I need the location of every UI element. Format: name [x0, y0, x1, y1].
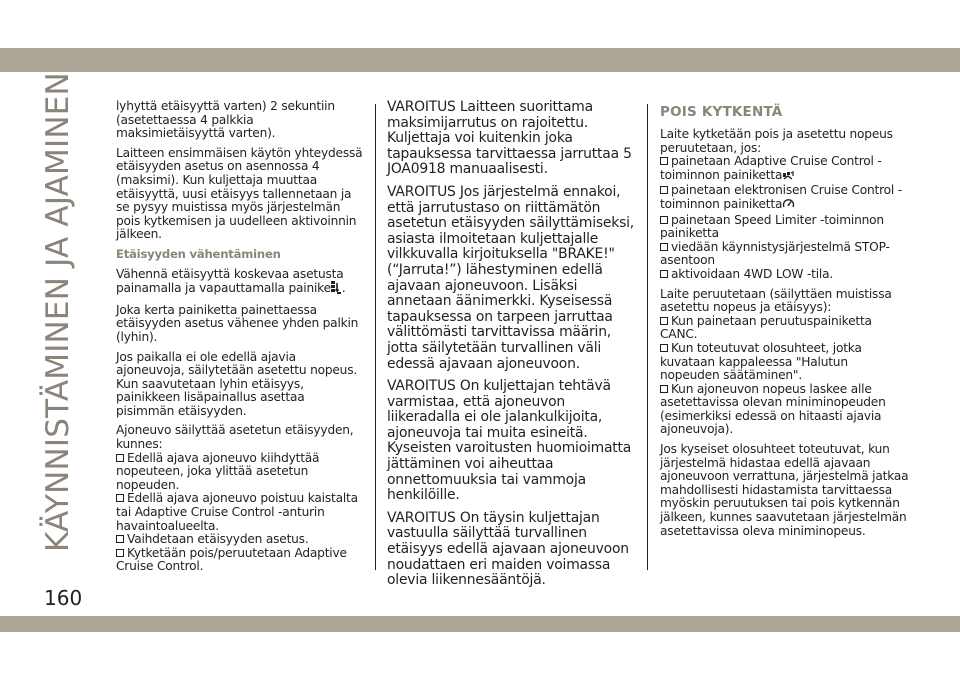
- checkbox-bullet-icon: [660, 243, 668, 251]
- checkbox-bullet-icon: [116, 494, 124, 502]
- paragraph: Ajoneuvo säilyttää asetetun etäisyyden, kunnes:: [116, 423, 354, 452]
- checkbox-bullet-icon: [116, 454, 124, 462]
- column-divider: [375, 104, 376, 570]
- list-item: Kun ajoneuvon nopeus laskee alle asetettavissa olevan miniminopeuden (esimerkiksi edessä on hitaasti ajavia ajoneuvoja).: [660, 381, 886, 437]
- checkbox-bullet-icon: [660, 216, 668, 224]
- condition-list: [116, 452, 366, 574]
- paragraph: Laite kytketään pois ja asetettu nopeus peruutetaan, jos:: [660, 127, 893, 155]
- chapter-side-title: KÄYNNISTÄMINEN JA AJAMINEN: [40, 72, 76, 552]
- paragraph-text: Vähennä etäisyyttä koskevaa asetusta painamalla ja vapauttamalla painike: [116, 266, 344, 296]
- list-item: Kun toteutuvat olosuhteet, jotka kuvataan kappaleessa "Halutun nopeuden säätäminen".: [660, 340, 862, 383]
- paragraph: Laitteen ensimmäisen käytön yhteydessä etäisyyden asetus on asennossa 4 (maksimi). Kun kuljettaja muuttaa etäisyyttä, uusi etäisyys tallennetaan ja se pysyy muistissa myös järjestelmän pois kytkemisen ja uudelleen aktivoinnin jälkeen.: [116, 145, 363, 242]
- adaptive-cruise-icon: [782, 171, 794, 185]
- warning-paragraph: VAROITUS Laitteen suorittama maksimijarrutus on rajoitettu. Kuljettaja voi kuitenkin joka tapauksessa tarvittaessa jarruttaa 5 JOA0918 manuaalisesti.: [387, 99, 632, 178]
- top-band: [0, 48, 960, 72]
- checkbox-bullet-icon: [660, 344, 668, 352]
- warning-paragraph: VAROITUS On kuljettajan tehtävä varmistaa, että ajoneuvon liikeradalla ei ole jalankulkijoita, ajoneuvoja tai muita esineitä. Kyseisten varoitusten huomioimatta jättäminen voi aiheuttaa onnettomuuksia tai vammoja henkilöille.: [387, 378, 632, 504]
- list-item: Kun painetaan peruutuspainiketta CANC.: [660, 313, 872, 342]
- checkbox-bullet-icon: [660, 186, 668, 194]
- disengage-list: [660, 155, 910, 281]
- column-middle: [387, 100, 637, 596]
- paragraph: Vähennä etäisyyttä koskevaa asetusta painamalla ja vapauttamalla painike .: [116, 268, 366, 298]
- column-right: [660, 128, 910, 544]
- page-number: 160: [44, 586, 83, 610]
- checkbox-bullet-icon: [660, 157, 668, 165]
- list-item: Edellä ajava ajoneuvo kiihdyttää nopeuteen, joka ylittää asetetun nopeuden.: [116, 450, 320, 492]
- column-left: [116, 100, 366, 580]
- warning-paragraph: VAROITUS Jos järjestelmä ennakoi, että jarrutustaso on riittämätön asetetun etäisyyden säilyttämiseksi, asiasta ilmoitetaan kuljettajalle vilkkuvalla kirjoituksella "BRAKE!" (“Jarruta!”) lähestyminen edellä ajavaan ajoneuvoon. Lisäksi annetaan äänimerkki. Kyseisessä tapauksessa on tarpeen jarruttaa välittömästi tarvittavissa määrin, jotta säilytetään turvallinen väli edessä ajavaan ajoneuvoon.: [387, 183, 635, 372]
- checkbox-bullet-icon: [660, 317, 668, 325]
- list-item: painetaan Adaptive Cruise Control -toiminnon painiketta: [660, 155, 910, 184]
- paragraph: Jos paikalla ei ole edellä ajavia ajoneuvoja, säilytetään asetettu nopeus. Kun saavutetaan lyhin etäisyys, painikkeen lisäpainallus asettaa pisimmän etäisyyden.: [116, 349, 358, 418]
- checkbox-bullet-icon: [660, 270, 668, 278]
- paragraph: Jos kyseiset olosuhteet toteutuvat, kun järjestelmä hidastaa edellä ajavaan ajoneuvoon verrattuna, järjestelmä jatkaa mahdollisesti hidastamista tarvittaessa myöskin peruutuksen tai pois kytkennän jälkeen, kunnes saavutetaan järjestelmän asetettavissa oleva miniminopeus.: [660, 442, 909, 538]
- warning-paragraph: VAROITUS On täysin kuljettajan vastuulla säilyttää turvallinen etäisyys edellä ajavaan ajoneuvoon noudattaen eri maiden voimassa olevia liikennesääntöjä.: [387, 509, 629, 589]
- checkbox-bullet-icon: [116, 549, 124, 557]
- subheading: Etäisyyden vähentäminen: [116, 246, 281, 261]
- list-item: viedään käynnistysjärjestelmä STOP-asentoon: [660, 239, 890, 268]
- checkbox-bullet-icon: [660, 385, 668, 393]
- list-item: painetaan Speed Limiter -toiminnon painiketta: [660, 212, 884, 241]
- list-item: aktivoidaan 4WD LOW -tila.: [660, 268, 910, 282]
- checkbox-bullet-icon: [116, 535, 124, 543]
- section-heading: POIS KYTKENTÄ: [660, 104, 783, 120]
- column-divider: [647, 104, 648, 570]
- list-item: painetaan elektronisen Cruise Control -toiminnon painiketta: [660, 184, 910, 213]
- list-item: Edellä ajava ajoneuvo poistuu kaistalta tai Adaptive Cruise Control -anturin havaintoalueelta.: [116, 491, 358, 533]
- cruise-control-icon: [782, 198, 795, 214]
- list-item: Vaihdetaan etäisyyden asetus.: [116, 533, 366, 547]
- cancel-list: [660, 315, 910, 437]
- paragraph: Laite peruutetaan (säilyttäen muistissa asetettu nopeus ja etäisyys):: [660, 286, 892, 315]
- distance-decrease-icon: [331, 281, 342, 298]
- bottom-band: [0, 616, 960, 632]
- paragraph: lyhyttä etäisyyttä varten) 2 sekuntiin (asetettaessa 4 palkkia maksimietäisyyttä varten).: [116, 99, 335, 141]
- paragraph: Joka kerta painiketta painettaessa etäisyyden asetus vähenee yhden palkin (lyhin).: [116, 302, 359, 344]
- list-item: Kytketään pois/peruutetaan Adaptive Cruise Control.: [116, 545, 347, 574]
